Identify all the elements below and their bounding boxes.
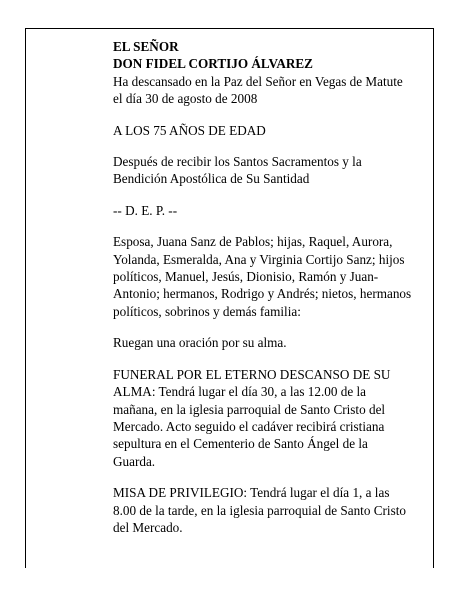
funeral-paragraph: FUNERAL POR EL ETERNO DESCANSO DE SU ALMA: Tendrá lugar el día 30, a las 12.00 de la mañana, en la iglesia parroquial de Santo Cristo del Mercado. Acto seguido el cadáver recibirá cristiana sepultura en el Cementerio de Santo Ángel de la Guarda.	[113, 366, 391, 469]
deceased-name: DON FIDEL CORTIJO ÁLVAREZ	[113, 56, 313, 72]
border-right	[433, 28, 434, 568]
title-line-1: EL SEÑOR	[113, 39, 179, 54]
border-top	[25, 28, 433, 29]
border-left	[25, 28, 26, 568]
family-paragraph: Esposa, Juana Sanz de Pablos; hijas, Raquel, Aurora, Yolanda, Esmeralda, Ana y Virginia Cortijo Sanz; hijos políticos, Manuel, Jesús, Dionisio, Ramón y Juan-Antonio; hermanos, Rodrigo y Andrés; nietos, hermanos políticos, sobrinos y demás familia:	[113, 234, 412, 319]
sacraments-line: Después de recibir los Santos Sacramentos y la Bendición Apostólica de Su Santidad	[113, 154, 362, 187]
mass-paragraph: MISA DE PRIVILEGIO: Tendrá lugar el día 1, a las 8.00 de la tarde, en la iglesia parroquial de Santo Cristo del Mercado.	[113, 485, 406, 535]
prayer-line: Ruegan una oración por su alma.	[113, 335, 287, 351]
dep-line: -- D. E. P. --	[113, 202, 178, 218]
obituary-notice	[113, 38, 413, 550]
header-block	[113, 38, 413, 108]
rest-statement: Ha descansado en la Paz del Señor en Vegas de Matute el día 30 de agosto de 2008	[113, 73, 403, 107]
age-line: A LOS 75 AÑOS DE EDAD	[113, 122, 266, 138]
